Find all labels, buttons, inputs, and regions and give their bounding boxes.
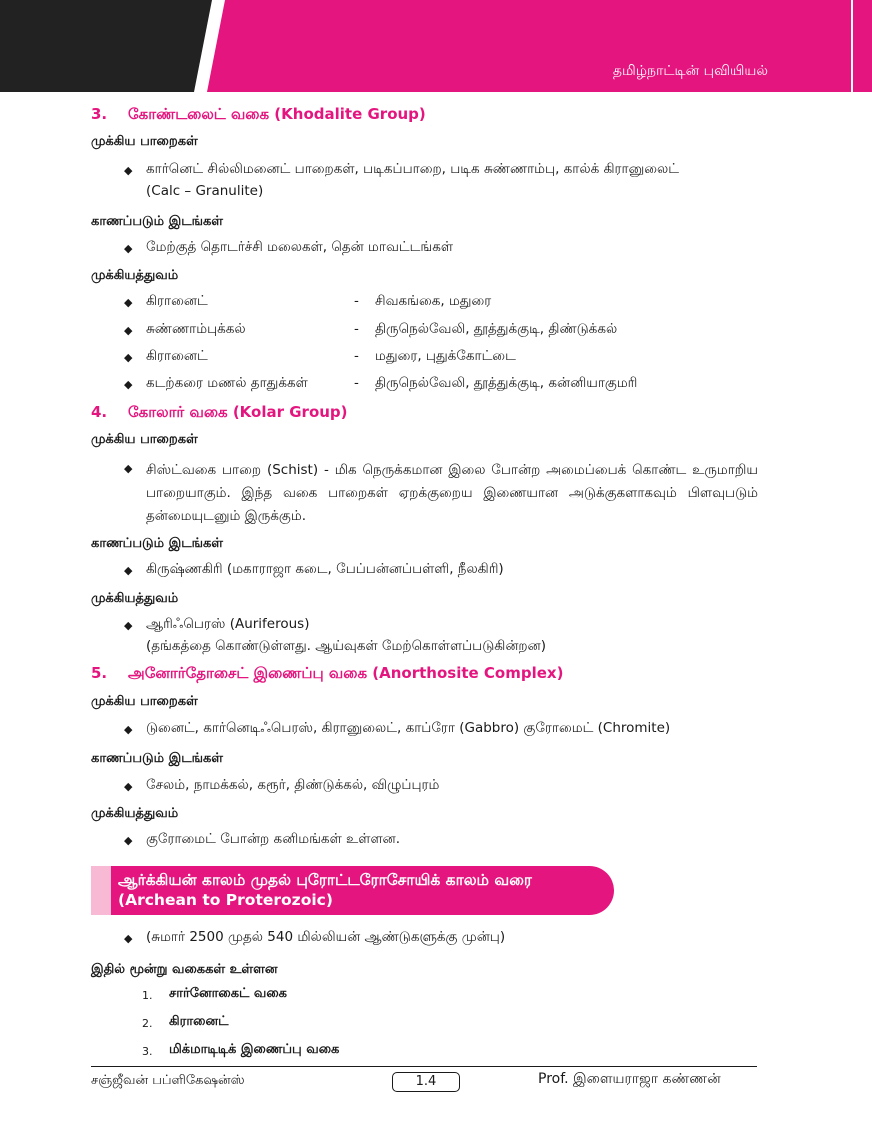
importance-place: திருநெல்வேலி, தூத்துக்குடி, கன்னியாகுமரி bbox=[375, 375, 638, 391]
section-3-heading bbox=[91, 105, 426, 125]
importance-heading: முக்கியத்துவம் bbox=[91, 268, 179, 283]
rocks-text-cont: (Calc – Granulite) bbox=[146, 183, 264, 199]
importance-place: திருநெல்வேலி, தூத்துக்குடி, திண்டுக்கல் bbox=[375, 321, 618, 337]
places-heading: காணப்படும் இடங்கள் bbox=[91, 751, 224, 766]
types-heading: இதில் மூன்று வகைகள் உள்ளன bbox=[91, 962, 278, 977]
importance-place: சிவகங்கை, மதுரை bbox=[375, 293, 492, 309]
rocks-text: டுனைட், கார்னெடிஃபெரஸ், கிரானுலைட், காப்ரோ (Gabbro) குரோமைட் (Chromite) bbox=[146, 720, 671, 736]
places-heading: காணப்படும் இடங்கள் bbox=[91, 536, 224, 551]
importance-item: சுண்ணாம்புக்கல் bbox=[146, 321, 246, 337]
importance-text: குரோமைட் போன்ற கனிமங்கள் உள்ளன. bbox=[146, 831, 401, 847]
importance-heading: முக்கியத்துவம் bbox=[91, 806, 179, 821]
page-number: 1.4 bbox=[392, 1072, 460, 1092]
type-number: 2. bbox=[142, 1017, 153, 1030]
footer-author: Prof. இளையராஜா கண்ணன் bbox=[538, 1071, 721, 1087]
bullet-icon: ◆ bbox=[124, 780, 133, 793]
type-label: மிக்மாடிடிக் இணைப்பு வகை bbox=[169, 1042, 340, 1057]
bullet-icon: ◆ bbox=[124, 378, 133, 391]
importance-dash: - bbox=[354, 375, 359, 391]
era-banner bbox=[91, 866, 614, 915]
places-text: மேற்குத் தொடர்ச்சி மலைகள், தென் மாவட்டங்கள் bbox=[146, 239, 454, 255]
importance-dash: - bbox=[354, 293, 359, 309]
rocks-heading: முக்கிய பாறைகள் bbox=[91, 134, 198, 149]
section-number: 3. bbox=[91, 105, 108, 123]
bullet-icon: ◆ bbox=[124, 932, 133, 945]
importance-item: கிரானைட் bbox=[146, 348, 208, 364]
importance-dash: - bbox=[354, 348, 359, 364]
type-number: 3. bbox=[142, 1045, 153, 1058]
bullet-icon: ◆ bbox=[124, 834, 133, 847]
type-label: கிரானைட் bbox=[169, 1014, 229, 1029]
bullet-icon: ◆ bbox=[124, 242, 133, 255]
importance-text-cont: (தங்கத்தை கொண்டுள்ளது. ஆய்வுகள் மேற்கொள்ளப்படுகின்றன) bbox=[146, 638, 546, 654]
section-5-heading bbox=[91, 664, 563, 684]
bullet-icon: ◆ bbox=[124, 564, 133, 577]
importance-item: கடற்கரை மணல் தாதுக்கள் bbox=[146, 375, 308, 391]
section-title: அனோர்தோசைட் இணைப்பு வகை (Anorthosite Complex) bbox=[128, 664, 564, 682]
banner-title-line2: (Archean to Proterozoic) bbox=[118, 891, 333, 909]
importance-text: ஆரிஃபெரஸ் (Auriferous) bbox=[146, 616, 310, 632]
places-heading: காணப்படும் இடங்கள் bbox=[91, 214, 224, 229]
bullet-icon: ◆ bbox=[124, 351, 133, 364]
section-title: கோண்டலைட் வகை (Khodalite Group) bbox=[128, 105, 426, 123]
section-number: 4. bbox=[91, 403, 108, 421]
era-note: (சுமார் 2500 முதல் 540 மில்லியன் ஆண்டுகளுக்கு முன்பு) bbox=[146, 929, 506, 945]
rocks-heading: முக்கிய பாறைகள் bbox=[91, 694, 198, 709]
rocks-heading: முக்கிய பாறைகள் bbox=[91, 432, 198, 447]
type-number: 1. bbox=[142, 989, 153, 1002]
bullet-icon: ◆ bbox=[124, 296, 133, 309]
banner-accent-strip bbox=[91, 866, 111, 915]
footer-divider bbox=[91, 1066, 757, 1067]
banner-title bbox=[118, 870, 532, 910]
type-label: சார்னோகைட் வகை bbox=[169, 986, 287, 1001]
footer-publisher: சஞ்ஜீவன் பப்ளிகேஷன்ஸ் bbox=[91, 1073, 245, 1088]
bullet-icon: ◆ bbox=[124, 723, 133, 736]
banner-title-line1: ஆர்க்கியன் காலம் முதல் புரோட்டரோசோயிக் காலம் வரை bbox=[118, 871, 532, 889]
bullet-icon: ◆ bbox=[124, 324, 133, 337]
importance-dash: - bbox=[354, 321, 359, 337]
importance-place: மதுரை, புதுக்கோட்டை bbox=[375, 348, 516, 364]
bullet-icon: ◆ bbox=[124, 619, 133, 632]
section-4-heading bbox=[91, 403, 348, 423]
places-text: சேலம், நாமக்கல், கரூர், திண்டுக்கல், விழுப்புரம் bbox=[146, 777, 440, 793]
rocks-paragraph: சிஸ்ட்வகை பாறை (Schist) - மிக நெருக்கமான இலை போன்ற அமைப்பைக் கொண்ட உருமாறிய பாறையாகும். இந்த வகை பாறைகள் ஏறக்குறைய இணையான அடுக்குகளாகவும் பிளவுபடும் தன்மையுடனும் இருக்கும். bbox=[146, 462, 758, 524]
section-title: கோலார் வகை (Kolar Group) bbox=[128, 403, 348, 421]
bullet-icon: ◆ bbox=[124, 462, 133, 475]
section-number: 5. bbox=[91, 664, 108, 682]
header-title: தமிழ்நாட்டின் புவியியல் bbox=[612, 63, 768, 79]
places-text: கிருஷ்ணகிரி (மகாராஜா கடை, பேப்பன்னப்பள்ளி, நீலகிரி) bbox=[146, 561, 504, 577]
importance-item: கிரானைட் bbox=[146, 293, 208, 309]
bullet-icon: ◆ bbox=[124, 164, 133, 177]
rocks-text: கார்னெட் சில்லிமனைட் பாறைகள், படிகப்பாறை, படிக சுண்ணாம்பு, கால்க் கிரானுலைட் bbox=[146, 161, 679, 177]
importance-heading: முக்கியத்துவம் bbox=[91, 591, 179, 606]
